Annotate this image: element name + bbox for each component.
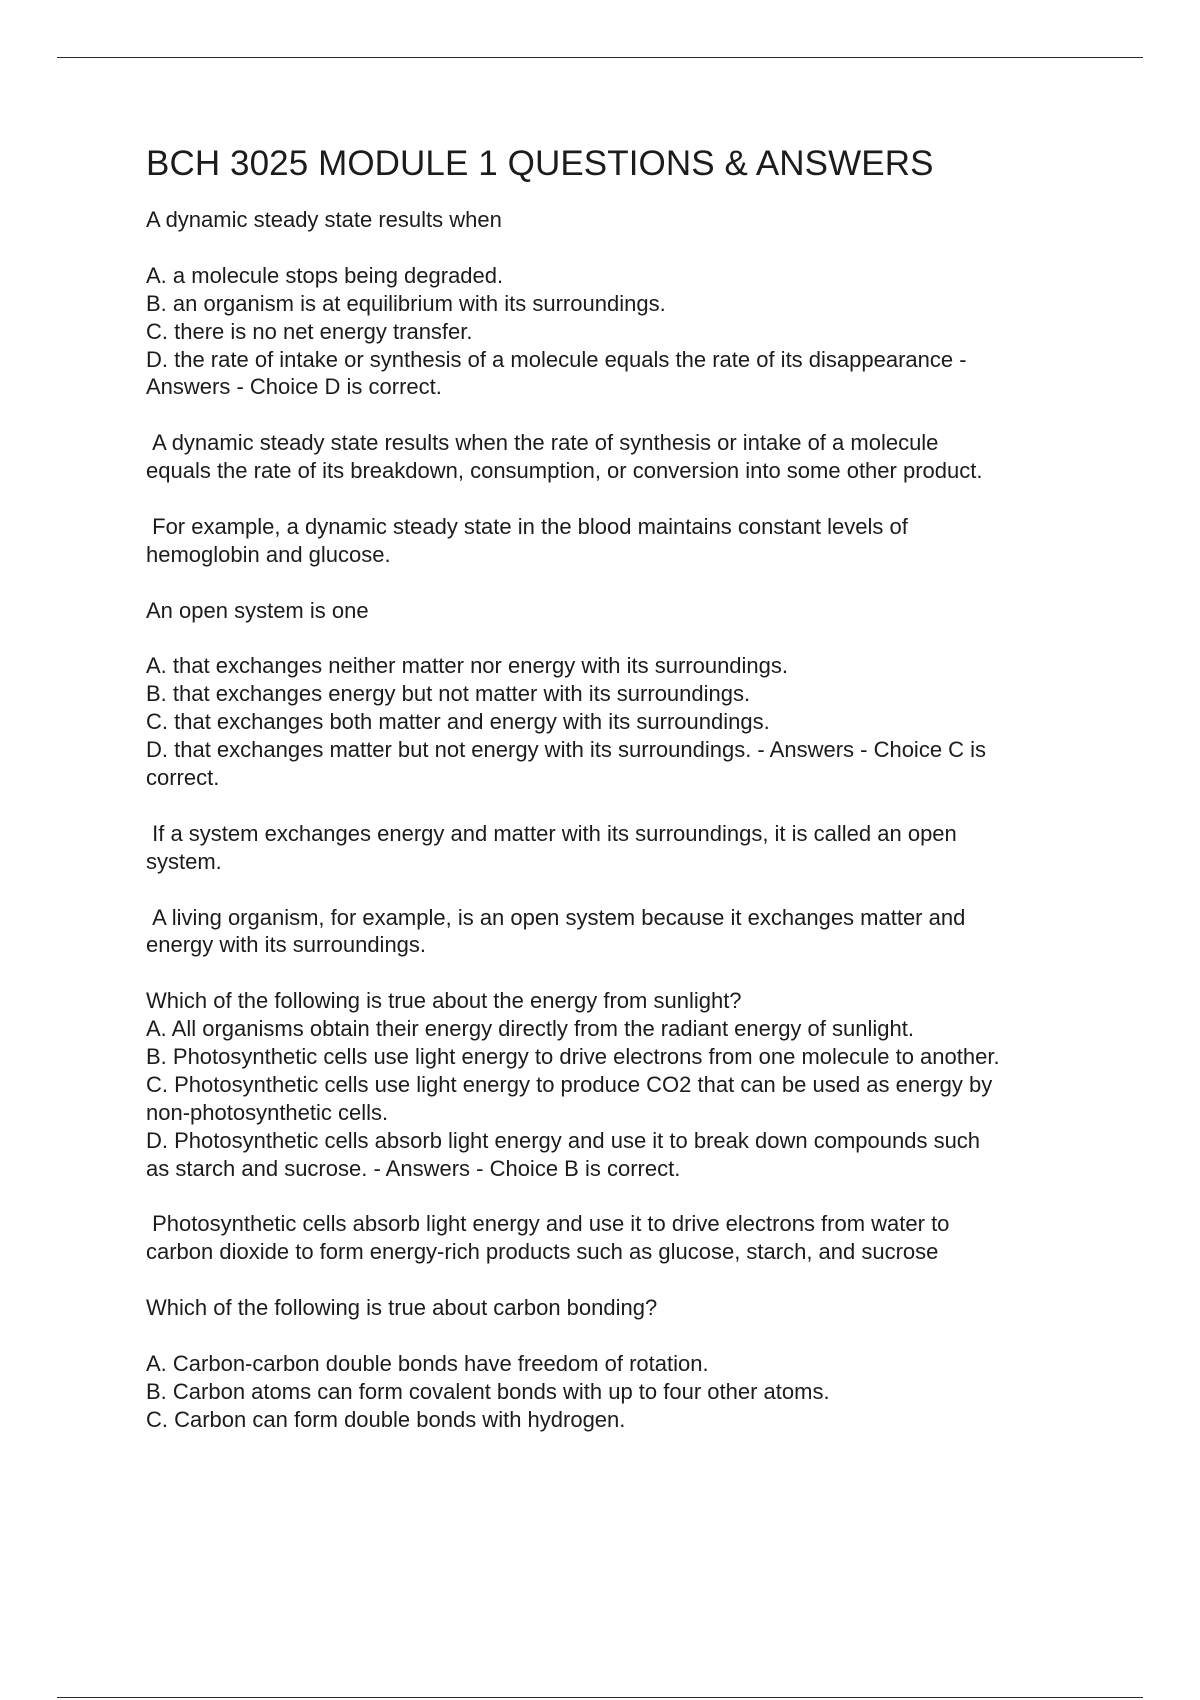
option-line: A. a molecule stops being degraded. <box>146 262 504 288</box>
answer-line: correct. <box>146 765 220 791</box>
answer-line: as starch and sucrose. - Answers - Choice B is correct. <box>146 1155 681 1181</box>
option-line: A. Carbon-carbon double bonds have freedom of rotation. <box>146 1350 709 1376</box>
option-line: D. Photosynthetic cells absorb light energy and use it to break down compounds such <box>146 1127 981 1153</box>
question-3-explanation-1: Photosynthetic cells absorb light energy and use it to drive electrons from water to carbon dioxide to form energy-rich products such as glucose, starch, and sucrose <box>146 1211 950 1265</box>
option-line: B. Photosynthetic cells use light energy to drive electrons from one molecule to another. <box>146 1044 1000 1070</box>
question-2-explanation-1: If a system exchanges energy and matter with its surroundings, it is called an open system. <box>146 820 957 874</box>
option-line: B. Carbon atoms can form covalent bonds with up to four other atoms. <box>146 1378 830 1404</box>
question-1-options <box>146 262 1146 402</box>
page-content <box>146 140 1146 1462</box>
option-line: C. that exchanges both matter and energy with its surroundings. <box>146 709 770 735</box>
question-3-options <box>146 1015 1146 1182</box>
bottom-divider <box>57 1697 1143 1698</box>
question-1-explanation-1: A dynamic steady state results when the rate of synthesis or intake of a molecule equals the rate of its breakdown, consumption, or conversion into some other product. <box>146 430 983 484</box>
option-line: A. All organisms obtain their energy directly from the radiant energy of sunlight. <box>146 1016 914 1042</box>
option-line: C. Carbon can form double bonds with hydrogen. <box>146 1406 626 1432</box>
option-line: D. that exchanges matter but not energy with its surroundings. - Answers - Choice C is <box>146 737 987 763</box>
question-4-stem: Which of the following is true about carbon bonding? <box>146 1295 658 1321</box>
top-divider <box>57 57 1143 58</box>
question-3-stem: Which of the following is true about the energy from sunlight? <box>146 988 742 1014</box>
question-2-options <box>146 652 1146 792</box>
option-line: C. there is no net energy transfer. <box>146 318 473 344</box>
question-2-stem: An open system is one <box>146 597 369 623</box>
question-4-options <box>146 1350 1146 1434</box>
option-line: D. the rate of intake or synthesis of a molecule equals the rate of its disappearance - <box>146 346 967 372</box>
question-1-stem: A dynamic steady state results when <box>146 207 502 232</box>
option-line: B. an organism is at equilibrium with its surroundings. <box>146 290 666 316</box>
option-line: A. that exchanges neither matter nor energy with its surroundings. <box>146 653 789 679</box>
option-line: non-photosynthetic cells. <box>146 1099 389 1125</box>
option-line: C. Photosynthetic cells use light energy to produce CO2 that can be used as energy by <box>146 1071 993 1097</box>
answer-line: Answers - Choice D is correct. <box>146 374 442 400</box>
option-line: B. that exchanges energy but not matter with its surroundings. <box>146 681 751 707</box>
question-1-explanation-2: For example, a dynamic steady state in the blood maintains constant levels of hemoglobin and glucose. <box>146 513 908 567</box>
document-title: BCH 3025 MODULE 1 QUESTIONS & ANSWERS <box>146 144 934 183</box>
question-2-explanation-2: A living organism, for example, is an open system because it exchanges matter and energy with its surroundings. <box>146 904 966 958</box>
